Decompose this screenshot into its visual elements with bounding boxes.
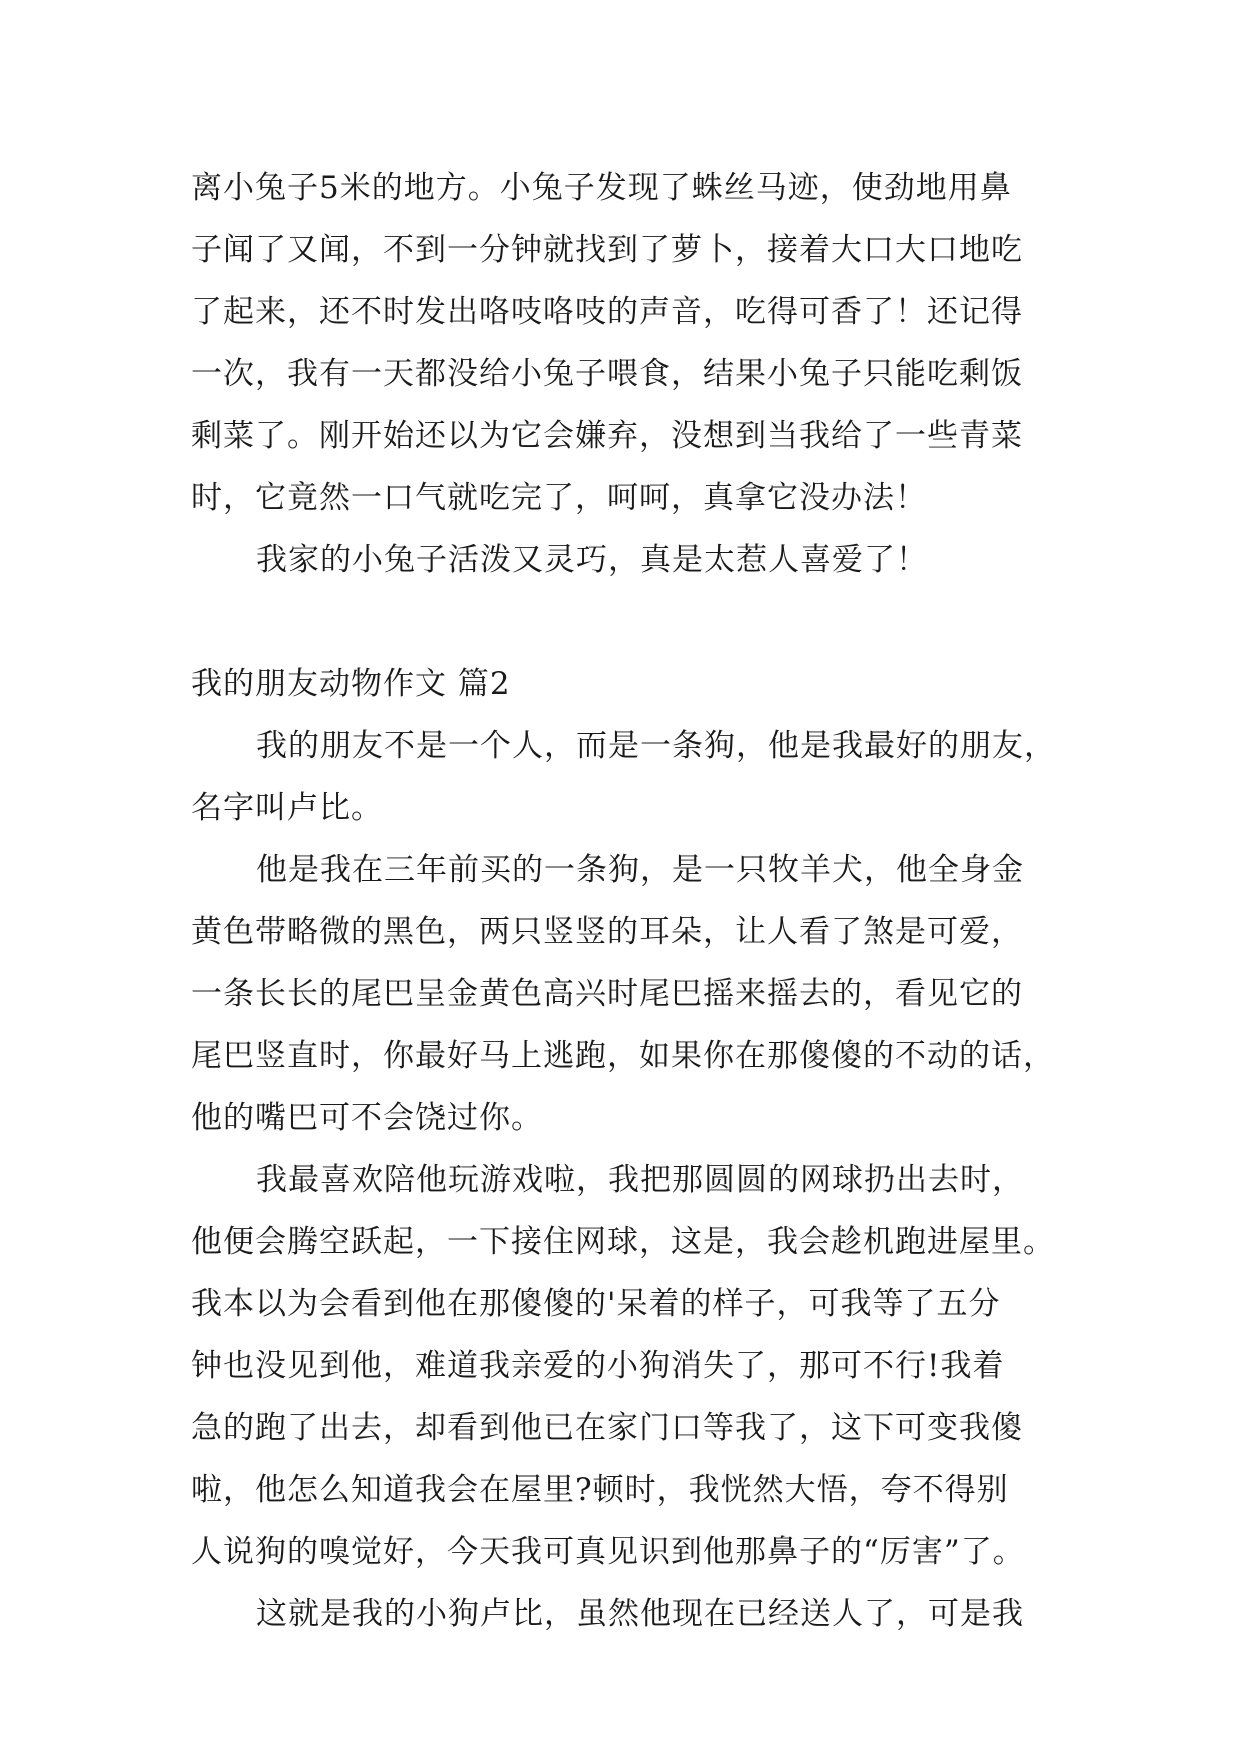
paragraph-line: 这就是我的小狗卢比，虽然他现在已经送人了，可是我	[256, 1596, 1024, 1632]
paragraph-line: 我最喜欢陪他玩游戏啦，我把那圆圆的网球扔出去时，	[256, 1162, 1024, 1198]
text-line: 一次，我有一天都没给小兔子喂食，结果小兔子只能吃剩饭	[191, 356, 1023, 392]
paragraph-line: 我的朋友不是一个人，而是一条狗，他是我最好的朋友，	[256, 728, 1056, 764]
paragraph-line: 急的跑了出去，却看到他已在家门口等我了，这下可变我傻	[191, 1410, 1023, 1446]
paragraph-line: 一条长长的尾巴呈金黄色高兴时尾巴摇来摇去的，看见它的	[191, 976, 1023, 1012]
paragraph-line: 他是我在三年前买的一条狗，是一只牧羊犬，他全身金	[256, 852, 1024, 888]
section-spacer	[191, 591, 1053, 653]
text-line: 时，它竟然一口气就吃完了，呵呵，真拿它没办法！	[191, 480, 927, 516]
paragraph-line: 啦，他怎么知道我会在屋里?顿时，我恍然大悟，夸不得别	[191, 1472, 1009, 1508]
text-line: 剩菜了。刚开始还以为它会嫌弃，没想到当我给了一些青菜	[191, 418, 1023, 454]
paragraph-line: 我本以为会看到他在那傻傻的'呆着的样子，可我等了五分	[191, 1286, 1001, 1322]
text-line: 离小兔子5米的地方。小兔子发现了蛛丝马迹，使劲地用鼻	[191, 170, 1012, 206]
text-line: 子闻了又闻，不到一分钟就找到了萝卜，接着大口大口地吃	[191, 232, 1023, 268]
paragraph-line: 钟也没见到他，难道我亲爱的小狗消失了，那可不行!我着	[191, 1348, 1005, 1384]
paragraph-line: 黄色带略微的黑色，两只竖竖的耳朵，让人看了煞是可爱，	[191, 914, 1023, 950]
paragraph-line: 名字叫卢比。	[191, 790, 383, 826]
section-title: 我的朋友动物作文 篇2	[191, 666, 511, 702]
paragraph-line: 人说狗的嗅觉好，今天我可真见识到他那鼻子的“厉害”了。	[191, 1534, 1025, 1570]
paragraph-line: 尾巴竖直时，你最好马上逃跑，如果你在那傻傻的不动的话，	[191, 1038, 1055, 1074]
paragraph-line: 他的嘴巴可不会饶过你。	[191, 1100, 543, 1136]
document-body	[191, 157, 1056, 1645]
text-line: 了起来，还不时发出咯吱咯吱的声音，吃得可香了！还记得	[191, 294, 1023, 330]
paragraph-line: 他便会腾空跃起，一下接住网球，这是，我会趁机跑进屋里。	[191, 1224, 1055, 1260]
closing-paragraph: 我家的小兔子活泼又灵巧，真是太惹人喜爱了！	[256, 542, 928, 578]
